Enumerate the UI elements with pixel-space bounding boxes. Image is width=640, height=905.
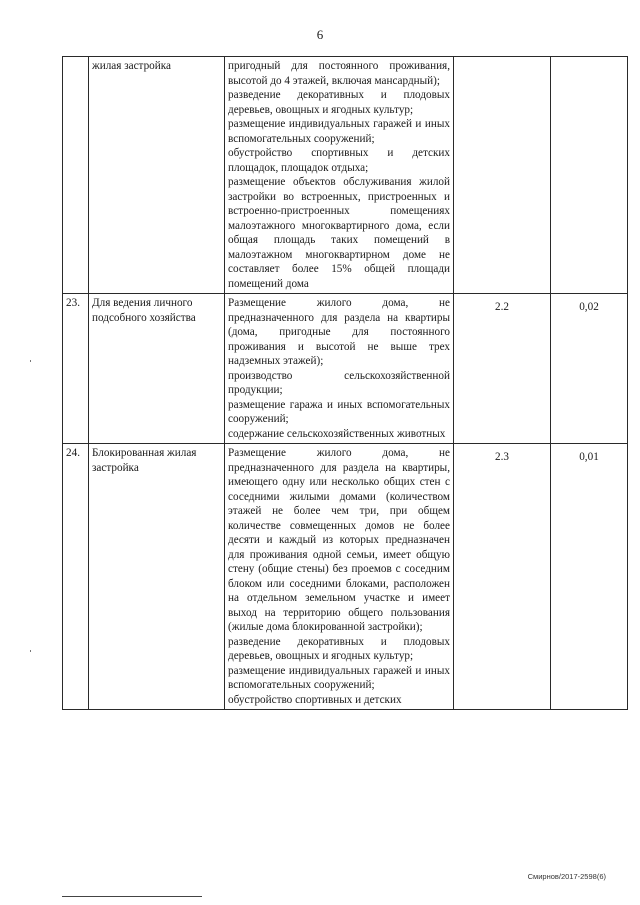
land-use-name-cell: Блокированная жилая застройка	[89, 444, 225, 710]
description-line: размещение индивидуальных гаражей и иных вспомогательных сооружений;	[228, 118, 450, 145]
classifier-code: 2.2	[495, 301, 509, 313]
description-line: содержание сельскохозяйственных животных	[228, 427, 446, 440]
land-use-table	[62, 56, 628, 710]
footnote-rule	[62, 896, 202, 897]
table-row	[63, 57, 628, 294]
description-line: разведение декоративных и плодовых деревьев, овощных и ягодных культур;	[228, 89, 450, 116]
row-number-cell: 23.	[63, 294, 89, 444]
table-row	[63, 444, 628, 710]
classifier-code-cell	[454, 444, 551, 710]
description-line: обустройство спортивных и детских площадок, площадок отдыха;	[228, 147, 450, 174]
description-line: производство сельскохозяйственной продукции;	[228, 369, 450, 396]
description-cell	[225, 444, 454, 710]
description-line: размещение объектов обслуживания жилой застройки во встроенных, пристроенных и встроенно-пристроенных помещениях малоэтажного многоквартирного дома, если общая площадь таких помещений в малоэтажном многоквартирном доме не составляет более 15% общей площади помещений дома	[228, 176, 450, 290]
min-area-value: 0,01	[579, 451, 599, 463]
margin-mark	[30, 650, 31, 652]
classifier-code: 2.3	[495, 451, 509, 463]
description-line: размещение индивидуальных гаражей и иных вспомогательных сооружений;	[228, 664, 450, 691]
description-line: обустройство спортивных и детских	[228, 693, 402, 706]
table-row	[63, 294, 628, 444]
description-line: пригодный для постоянного проживания, высотой до 4 этажей, включая мансардный);	[228, 60, 450, 87]
description-cell	[225, 294, 454, 444]
description-line: Размещение жилого дома, не предназначенного для раздела на квартиры (дома, пригодные для постоянного проживания и высотой не выше трех надземных этажей);	[228, 297, 450, 367]
land-use-name-cell: жилая застройка	[89, 57, 225, 294]
page-number: 6	[316, 27, 324, 42]
description-line: разведение декоративных и плодовых деревьев, овощных и ягодных культур;	[228, 635, 450, 662]
document-footer-code: Смирнов/2017-2598(6)	[527, 872, 606, 881]
row-number-cell	[63, 57, 89, 294]
value-cell	[551, 294, 628, 444]
value-cell	[551, 57, 628, 294]
margin-mark	[30, 360, 31, 362]
description-line: размещение гаража и иных вспомогательных сооружений;	[228, 398, 450, 425]
row-number-cell: 24.	[63, 444, 89, 710]
description-line: Размещение жилого дома, не предназначенного для раздела на квартиры, имеющего одну или несколько общих стен с соседними жилыми домами (количеством этажей не более чем три, при общем количестве совмещенных домов не более десяти и каждый из которых предназначен для проживания одной семьи, имеет общую стену (общие стены) без проемов с соседним блоком или соседними блоками, расположен на отдельном земельном участке и имеет выход на территорию общего пользования (жилые дома блокированной застройки);	[228, 447, 450, 633]
min-area-value: 0,02	[579, 301, 599, 313]
description-cell	[225, 57, 454, 294]
classifier-code-cell	[454, 57, 551, 294]
land-use-name-cell: Для ведения личного подсобного хозяйства	[89, 294, 225, 444]
value-cell	[551, 444, 628, 710]
classifier-code-cell	[454, 294, 551, 444]
